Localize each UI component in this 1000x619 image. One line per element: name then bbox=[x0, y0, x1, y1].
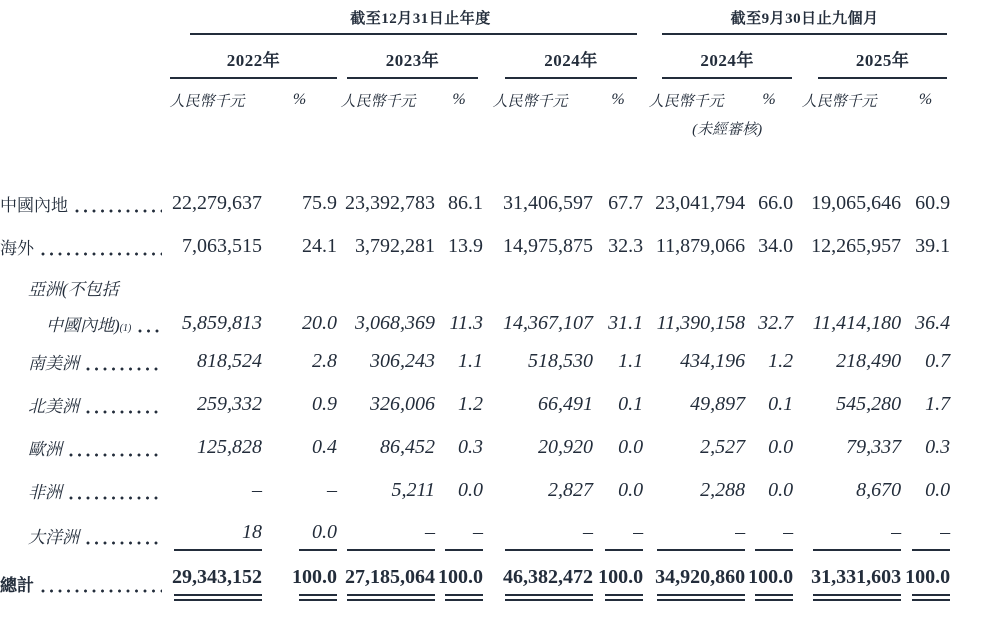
percent-value: 0.1 bbox=[768, 393, 794, 415]
single-rule bbox=[912, 549, 950, 551]
rmb-value-cell bbox=[643, 559, 745, 607]
rmb-value-cell bbox=[337, 383, 435, 426]
row-label-cell bbox=[0, 383, 168, 426]
row-label-cell bbox=[0, 426, 168, 469]
double-rule bbox=[813, 594, 901, 601]
rmb-value: 5,211 bbox=[391, 479, 435, 501]
unit-header: 人民幣千元 bbox=[169, 93, 245, 110]
rmb-value: 19,065,646 bbox=[811, 192, 902, 214]
percent-value: 32.3 bbox=[608, 235, 644, 257]
percent-value: 0.1 bbox=[618, 393, 644, 415]
rmb-value-cell bbox=[483, 340, 593, 383]
double-rule bbox=[657, 594, 745, 601]
table-row bbox=[0, 225, 950, 268]
percent-value-cell bbox=[262, 340, 337, 383]
percent-value-cell bbox=[901, 182, 950, 225]
percent-value-cell bbox=[901, 340, 950, 383]
year-header-2025-9m: 2025年 bbox=[818, 38, 947, 79]
unit-header: 人民幣千元 bbox=[648, 93, 724, 110]
rmb-value-cell bbox=[643, 182, 745, 225]
rmb-value-cell bbox=[793, 340, 901, 383]
single-rule bbox=[174, 549, 262, 551]
section-header-row bbox=[0, 6, 950, 36]
rmb-value-cell bbox=[483, 469, 593, 512]
rmb-value: – bbox=[583, 520, 593, 543]
rmb-value: 31,406,597 bbox=[503, 192, 593, 214]
percent-value-cell bbox=[435, 426, 483, 469]
rmb-value-cell bbox=[793, 559, 901, 607]
row-label-cell bbox=[0, 340, 168, 383]
rmb-value: – bbox=[735, 520, 746, 543]
row-label-cell bbox=[0, 182, 168, 225]
rmb-value: 259,332 bbox=[197, 393, 262, 415]
rmb-value-cell bbox=[483, 182, 593, 225]
rmb-value-cell bbox=[337, 512, 435, 559]
percent-value: 100.0 bbox=[748, 565, 794, 588]
dot-leader bbox=[86, 367, 162, 372]
section-title-nine-months: 截至9月30日止九個月 bbox=[662, 7, 947, 35]
rmb-value-cell bbox=[793, 306, 901, 340]
dot-leader bbox=[138, 329, 162, 334]
rmb-value: 46,382,472 bbox=[503, 565, 593, 588]
rmb-value: 23,041,794 bbox=[655, 192, 746, 214]
percent-value-cell bbox=[745, 426, 793, 469]
percent-value: 0.7 bbox=[925, 350, 951, 372]
rmb-value-cell bbox=[168, 559, 262, 607]
percent-value: 60.9 bbox=[915, 192, 951, 214]
rmb-value: 3,068,369 bbox=[355, 311, 435, 334]
rmb-value: – bbox=[425, 520, 435, 543]
percent-header: % bbox=[918, 91, 933, 108]
percent-value: 39.1 bbox=[915, 235, 951, 257]
row-label-cell bbox=[0, 268, 950, 306]
percent-value: 86.1 bbox=[448, 192, 483, 214]
percent-value: 75.9 bbox=[302, 192, 337, 214]
row-label: 海外 bbox=[0, 239, 34, 258]
percent-value: 0.4 bbox=[312, 436, 337, 458]
dot-leader bbox=[41, 252, 162, 257]
rmb-value: 326,006 bbox=[370, 393, 435, 415]
percent-value-cell bbox=[435, 469, 483, 512]
percent-value: – bbox=[327, 479, 337, 501]
rmb-value: 27,185,064 bbox=[345, 565, 435, 588]
rmb-value: 11,390,158 bbox=[656, 311, 746, 334]
percent-value: 32.7 bbox=[758, 311, 794, 334]
percent-header: % bbox=[292, 91, 307, 108]
rmb-value-cell bbox=[643, 512, 745, 559]
rmb-value: – bbox=[252, 479, 262, 501]
percent-value-cell bbox=[593, 426, 643, 469]
percent-value-cell bbox=[593, 340, 643, 383]
percent-value: 20.0 bbox=[302, 311, 337, 334]
percent-value-cell bbox=[262, 426, 337, 469]
row-label-cell bbox=[0, 512, 168, 559]
rmb-value: 22,279,637 bbox=[172, 192, 262, 214]
percent-value-cell bbox=[435, 225, 483, 268]
rmb-value: 14,975,875 bbox=[503, 235, 593, 257]
year-header-2024: 2024年 bbox=[505, 38, 637, 79]
percent-value: 1.1 bbox=[458, 350, 483, 372]
table-row bbox=[0, 469, 950, 512]
percent-value: 13.9 bbox=[448, 235, 483, 257]
unaudited-note-row bbox=[0, 114, 950, 142]
percent-value-cell bbox=[901, 469, 950, 512]
row-label: 總計 bbox=[0, 575, 34, 595]
percent-value-cell bbox=[901, 512, 950, 559]
percent-value-cell bbox=[435, 383, 483, 426]
rmb-value-cell bbox=[337, 426, 435, 469]
percent-value-cell bbox=[593, 182, 643, 225]
dot-leader bbox=[69, 496, 162, 501]
year-header-2024-9m: 2024年 bbox=[662, 38, 792, 79]
section-title-annual: 截至12月31日止年度 bbox=[190, 7, 637, 35]
rmb-value: 11,414,180 bbox=[812, 311, 902, 334]
percent-value: – bbox=[940, 520, 951, 543]
percent-value: 24.1 bbox=[302, 235, 337, 257]
rmb-value: 20,920 bbox=[538, 436, 593, 458]
rmb-value: 545,280 bbox=[836, 393, 902, 415]
percent-value-cell bbox=[262, 182, 337, 225]
percent-value: 0.0 bbox=[312, 520, 337, 543]
rmb-value-cell bbox=[643, 383, 745, 426]
rmb-value: 7,063,515 bbox=[182, 235, 262, 257]
percent-value: 1.1 bbox=[618, 350, 644, 372]
unit-header: 人民幣千元 bbox=[340, 93, 416, 110]
rmb-value-cell bbox=[337, 182, 435, 225]
percent-value: 2.8 bbox=[312, 350, 337, 372]
double-rule bbox=[505, 594, 593, 601]
percent-value: 100.0 bbox=[905, 565, 951, 588]
rmb-value: 14,367,107 bbox=[503, 311, 593, 334]
percent-value: 0.0 bbox=[618, 479, 644, 501]
percent-value-cell bbox=[745, 383, 793, 426]
rmb-value-cell bbox=[643, 340, 745, 383]
rmb-value-cell bbox=[793, 383, 901, 426]
row-label-cell bbox=[0, 225, 168, 268]
percent-header: % bbox=[611, 91, 625, 108]
year-header-2023: 2023年 bbox=[347, 38, 478, 79]
double-rule bbox=[174, 594, 262, 601]
rmb-value-cell bbox=[337, 306, 435, 340]
percent-value-cell bbox=[262, 469, 337, 512]
percent-value: 100.0 bbox=[292, 565, 337, 588]
rmb-value: 5,859,813 bbox=[182, 311, 262, 334]
rmb-value: 218,490 bbox=[836, 350, 902, 372]
row-label: 南美洲 bbox=[28, 354, 79, 373]
percent-value-cell bbox=[745, 225, 793, 268]
rmb-value: 29,343,152 bbox=[172, 565, 262, 588]
row-label: 大洋洲 bbox=[28, 528, 79, 547]
percent-value: 11.3 bbox=[449, 311, 483, 334]
percent-value-cell bbox=[435, 559, 483, 607]
percent-value: 0.0 bbox=[768, 436, 794, 458]
percent-value-cell bbox=[745, 182, 793, 225]
rmb-value-cell bbox=[337, 559, 435, 607]
rmb-value: 23,392,783 bbox=[345, 192, 435, 214]
table-row bbox=[0, 426, 950, 469]
rmb-value-cell bbox=[483, 225, 593, 268]
rmb-value-cell bbox=[337, 469, 435, 512]
percent-value-cell bbox=[262, 225, 337, 268]
percent-value-cell bbox=[262, 559, 337, 607]
percent-value: 0.3 bbox=[458, 436, 483, 458]
dot-leader bbox=[75, 209, 162, 214]
double-rule bbox=[299, 594, 337, 601]
dot-leader bbox=[41, 589, 162, 594]
rmb-value: 86,452 bbox=[380, 436, 435, 458]
footnote-marker: (1) bbox=[119, 322, 132, 334]
row-label: 中國內地) bbox=[46, 315, 120, 335]
rmb-value: 434,196 bbox=[680, 350, 746, 372]
percent-value: 31.1 bbox=[608, 311, 644, 334]
double-rule bbox=[347, 594, 435, 601]
percent-value: 1.2 bbox=[768, 350, 794, 372]
dot-leader bbox=[69, 453, 162, 458]
percent-value-cell bbox=[901, 383, 950, 426]
dot-leader bbox=[86, 410, 162, 415]
percent-value: 1.7 bbox=[925, 393, 951, 415]
single-rule bbox=[657, 549, 745, 551]
table-row bbox=[0, 512, 950, 559]
percent-header: % bbox=[762, 91, 776, 108]
rmb-value-cell bbox=[793, 426, 901, 469]
rmb-value-cell bbox=[168, 469, 262, 512]
percent-value: 67.7 bbox=[608, 192, 644, 214]
rmb-value-cell bbox=[793, 225, 901, 268]
rmb-value-cell bbox=[168, 383, 262, 426]
rmb-value-cell bbox=[168, 182, 262, 225]
year-header-2022: 2022年 bbox=[170, 38, 337, 79]
single-rule bbox=[299, 549, 337, 551]
rmb-value-cell bbox=[337, 340, 435, 383]
percent-value-cell bbox=[901, 559, 950, 607]
rmb-value-cell bbox=[643, 306, 745, 340]
double-rule bbox=[912, 594, 950, 601]
percent-value-cell bbox=[745, 559, 793, 607]
percent-value-cell bbox=[745, 306, 793, 340]
table-row bbox=[0, 268, 950, 306]
row-label: 非洲 bbox=[28, 483, 62, 502]
percent-value: 0.0 bbox=[925, 479, 951, 501]
rmb-value-cell bbox=[168, 225, 262, 268]
percent-value: 0.3 bbox=[925, 436, 951, 458]
rmb-value-cell bbox=[483, 559, 593, 607]
rmb-value-cell bbox=[793, 182, 901, 225]
percent-value-cell bbox=[435, 340, 483, 383]
rmb-value-cell bbox=[483, 512, 593, 559]
rmb-value: 11,879,066 bbox=[655, 235, 746, 257]
unit-header: 人民幣千元 bbox=[801, 93, 877, 110]
row-label-cell bbox=[0, 306, 168, 340]
percent-value: 100.0 bbox=[598, 565, 644, 588]
rmb-value-cell bbox=[483, 306, 593, 340]
unit-header: 人民幣千元 bbox=[492, 93, 568, 110]
rmb-value: 3,792,281 bbox=[355, 235, 435, 257]
percent-value-cell bbox=[593, 512, 643, 559]
dot-leader bbox=[86, 541, 162, 546]
revenue-by-region-table bbox=[0, 6, 950, 607]
row-label: 中國內地 bbox=[0, 196, 68, 215]
single-rule bbox=[445, 549, 483, 551]
rmb-value: 818,524 bbox=[197, 350, 262, 372]
table-row bbox=[0, 340, 950, 383]
unit-header-row bbox=[0, 80, 950, 114]
percent-value-cell bbox=[262, 306, 337, 340]
rmb-value: 12,265,957 bbox=[811, 235, 902, 257]
double-rule bbox=[445, 594, 483, 601]
percent-value-cell bbox=[593, 383, 643, 426]
percent-value: – bbox=[783, 520, 794, 543]
table-row bbox=[0, 559, 950, 607]
rmb-value-cell bbox=[643, 225, 745, 268]
rmb-value-cell bbox=[483, 383, 593, 426]
single-rule bbox=[755, 549, 793, 551]
double-rule bbox=[605, 594, 643, 601]
rmb-value-cell bbox=[168, 340, 262, 383]
single-rule bbox=[505, 549, 593, 551]
percent-value-cell bbox=[593, 559, 643, 607]
percent-value: – bbox=[633, 520, 644, 543]
table-row bbox=[0, 383, 950, 426]
rmb-value-cell bbox=[483, 426, 593, 469]
rmb-value: 2,827 bbox=[548, 479, 593, 501]
rmb-value-cell bbox=[168, 306, 262, 340]
row-label: 北美洲 bbox=[28, 397, 79, 416]
rmb-value: 306,243 bbox=[370, 350, 435, 372]
percent-value: 36.4 bbox=[915, 311, 951, 334]
percent-value-cell bbox=[435, 182, 483, 225]
rmb-value-cell bbox=[337, 225, 435, 268]
row-label: 歐洲 bbox=[28, 440, 62, 459]
percent-value: 100.0 bbox=[438, 565, 483, 588]
percent-value-cell bbox=[593, 306, 643, 340]
rmb-value-cell bbox=[643, 426, 745, 469]
percent-value-cell bbox=[435, 512, 483, 559]
percent-value-cell bbox=[745, 512, 793, 559]
rmb-value: 8,670 bbox=[856, 479, 902, 501]
table-row bbox=[0, 182, 950, 225]
percent-value: 0.0 bbox=[768, 479, 794, 501]
percent-value: 0.0 bbox=[458, 479, 483, 501]
rmb-value: 79,337 bbox=[846, 436, 902, 458]
row-label-cell bbox=[0, 469, 168, 512]
rmb-value: – bbox=[891, 520, 902, 543]
rmb-value-cell bbox=[168, 426, 262, 469]
percent-value: 0.9 bbox=[312, 393, 337, 415]
percent-value-cell bbox=[901, 225, 950, 268]
row-label-cell bbox=[0, 559, 168, 607]
row-label: 亞洲(不包括 bbox=[28, 279, 119, 299]
percent-value-cell bbox=[901, 426, 950, 469]
percent-value: – bbox=[473, 520, 483, 543]
percent-value-cell bbox=[745, 469, 793, 512]
percent-value-cell bbox=[435, 306, 483, 340]
percent-value: 1.2 bbox=[458, 393, 483, 415]
single-rule bbox=[605, 549, 643, 551]
percent-value: 34.0 bbox=[758, 235, 794, 257]
unaudited-note: (未經審核) bbox=[692, 121, 763, 138]
percent-value: 0.0 bbox=[618, 436, 644, 458]
year-header-row bbox=[0, 36, 950, 80]
double-rule bbox=[755, 594, 793, 601]
rmb-value: 18 bbox=[242, 520, 262, 543]
rmb-value-cell bbox=[168, 512, 262, 559]
rmb-value-cell bbox=[793, 469, 901, 512]
table-row bbox=[0, 306, 950, 340]
single-rule bbox=[813, 549, 901, 551]
rmb-value-cell bbox=[643, 469, 745, 512]
percent-value-cell bbox=[593, 225, 643, 268]
single-rule bbox=[347, 549, 435, 551]
rmb-value: 66,491 bbox=[538, 393, 593, 415]
rmb-value: 518,530 bbox=[528, 350, 593, 372]
percent-value-cell bbox=[262, 383, 337, 426]
rmb-value-cell bbox=[793, 512, 901, 559]
rmb-value: 31,331,603 bbox=[811, 565, 902, 588]
percent-value-cell bbox=[262, 512, 337, 559]
percent-value-cell bbox=[901, 306, 950, 340]
rmb-value: 2,288 bbox=[700, 479, 746, 501]
rmb-value: 125,828 bbox=[197, 436, 262, 458]
spacer-row bbox=[0, 142, 950, 182]
prospectus-page bbox=[0, 6, 1000, 619]
rmb-value: 34,920,860 bbox=[655, 565, 746, 588]
percent-value-cell bbox=[593, 469, 643, 512]
percent-value: 66.0 bbox=[758, 192, 794, 214]
rmb-value: 2,527 bbox=[700, 436, 746, 458]
percent-header: % bbox=[452, 91, 466, 108]
rmb-value: 49,897 bbox=[690, 393, 746, 415]
percent-value-cell bbox=[745, 340, 793, 383]
